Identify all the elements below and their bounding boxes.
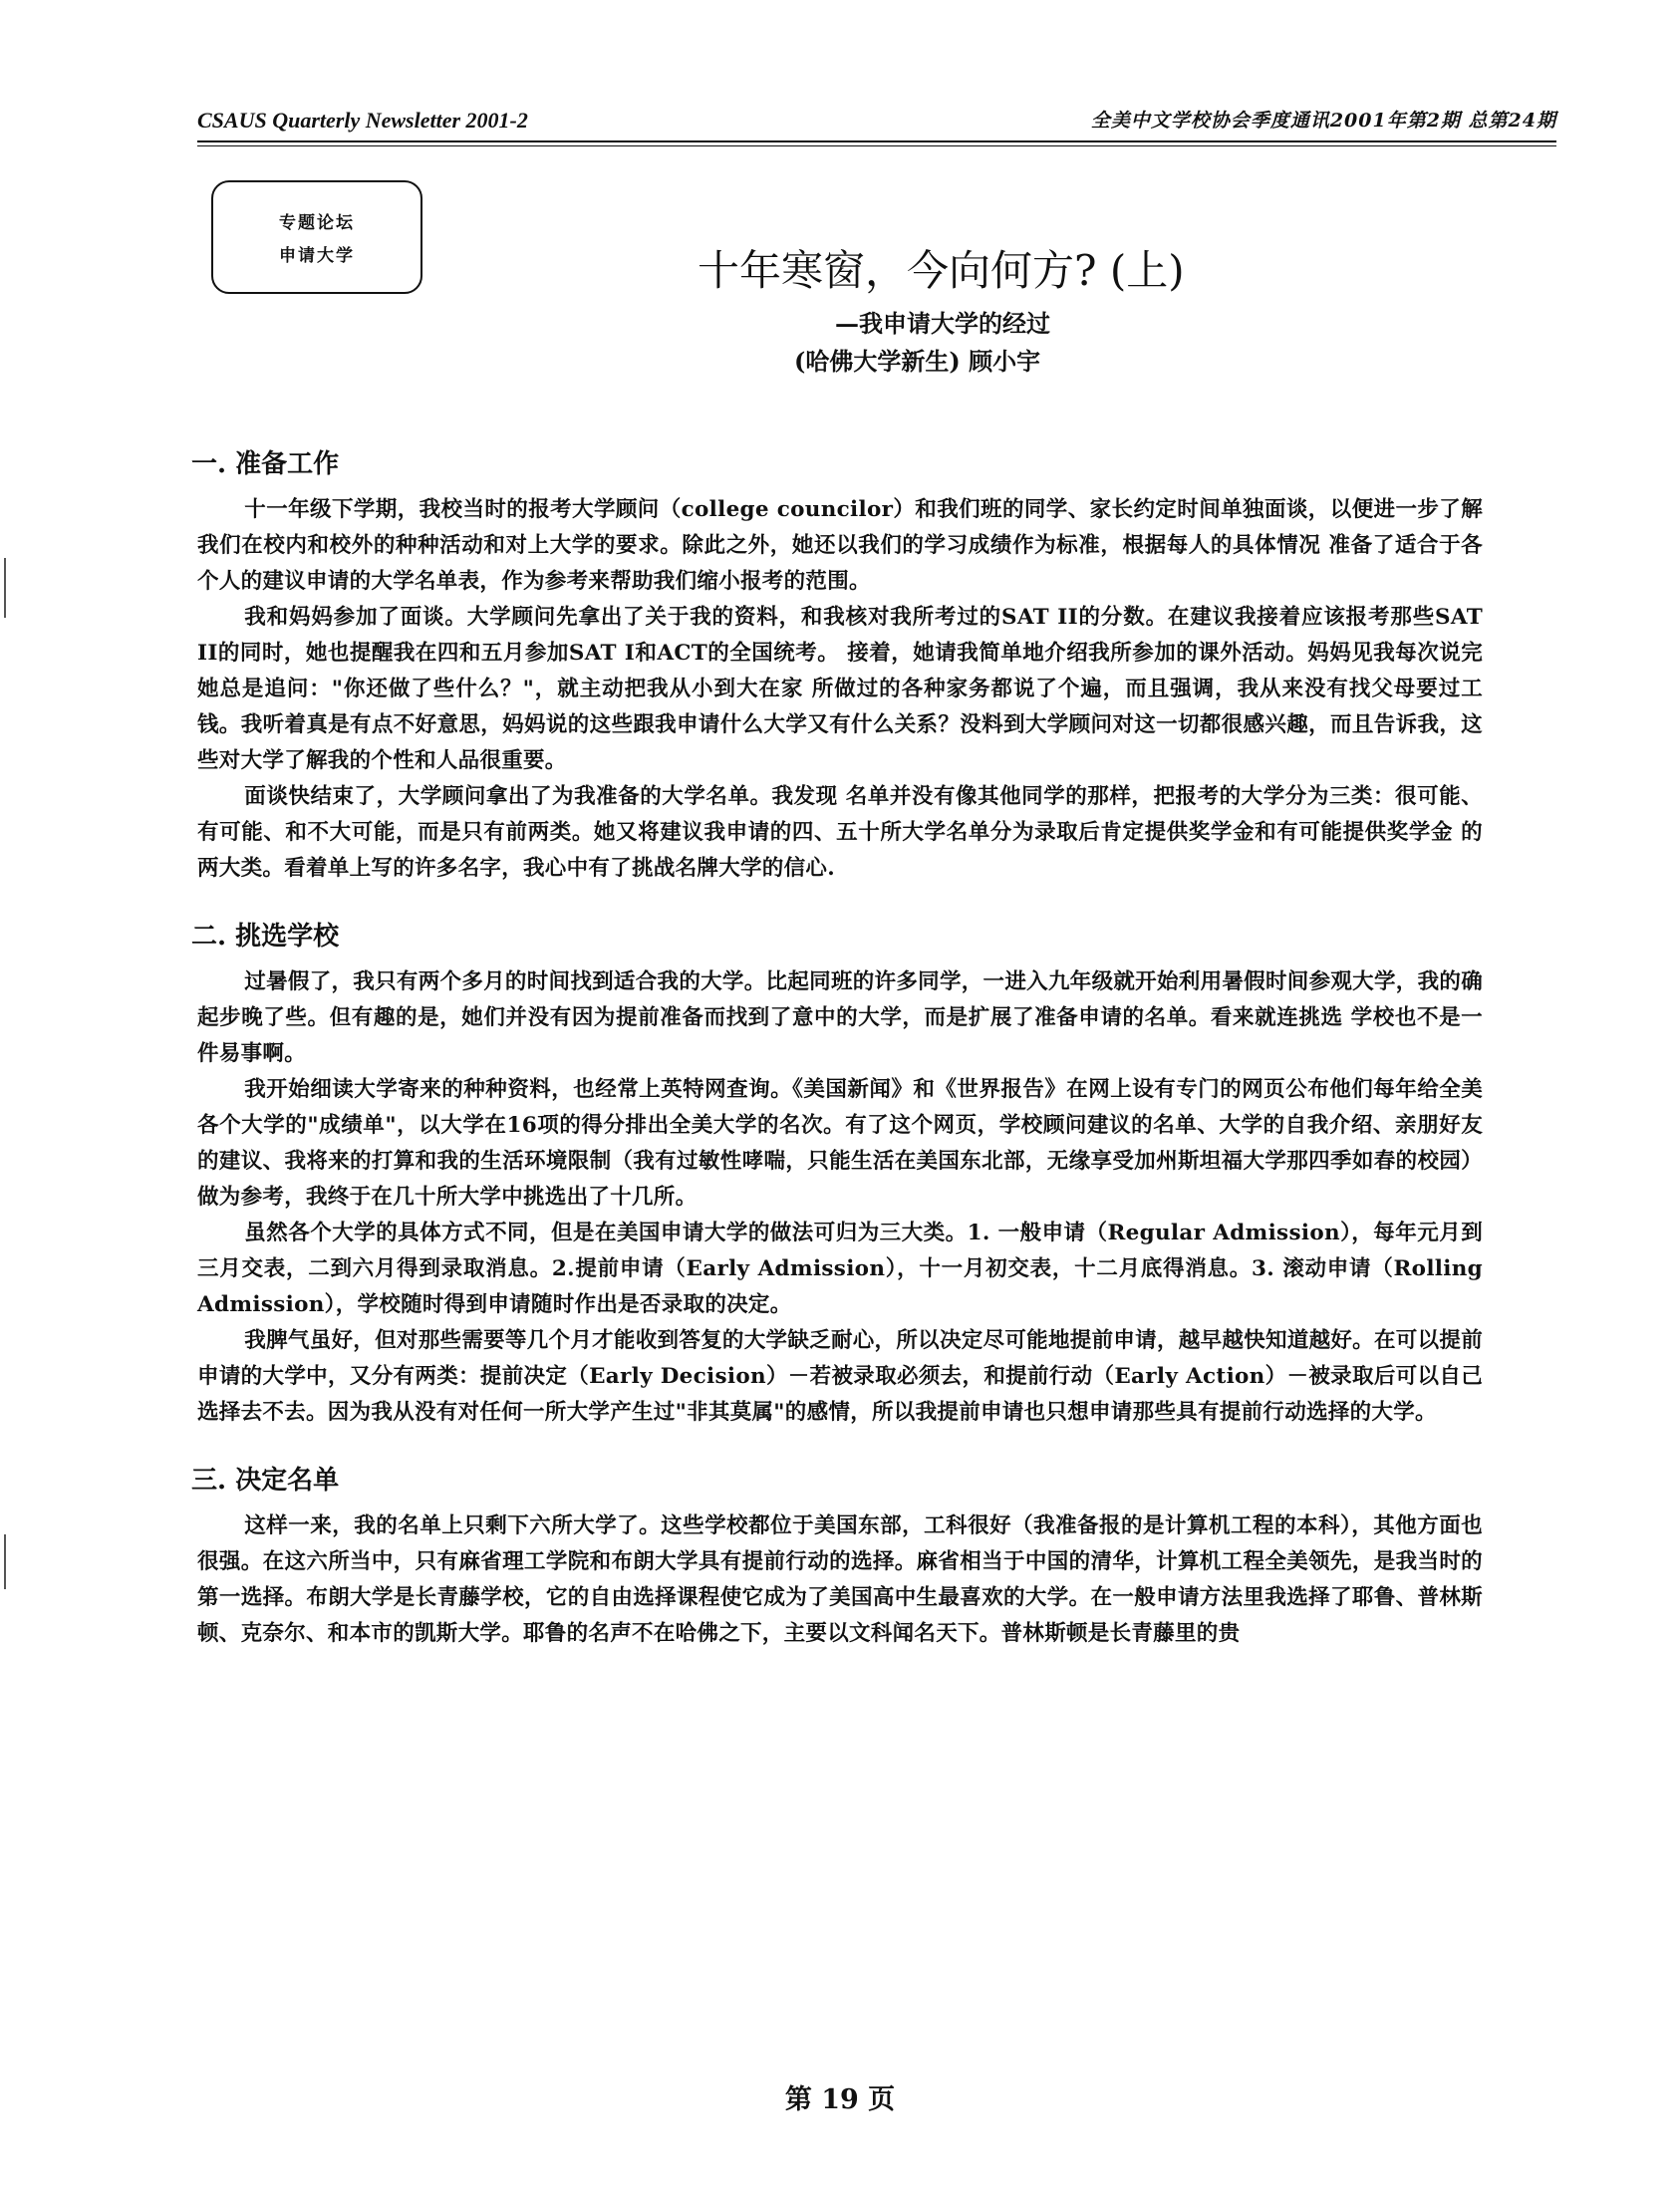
section-final-list [191, 1463, 1483, 1652]
article-byline: (哈佛大学新生) 顾小宇 [794, 347, 1041, 376]
article-title: 十年寒窗，今向何方? (上) [698, 246, 1185, 295]
paragraph: 虽然各个大学的具体方式不同，但是在美国申请大学的做法可归为三大类。1. 一般申请（Regular Admission），每年元月到三月交表，二到六月得到录取消息。2.提前申请（Early Admission），十一月初交表，十二月底得消息。3. 滚动申请（Rolling Admission），学校随时得到申请随时作出是否录取的决定。 [197, 1221, 1483, 1317]
section-preparation [191, 446, 1483, 887]
header-newsletter-en: CSAUS Quarterly Newsletter 2001-2 [197, 108, 528, 133]
page-number: 第 19 页 [784, 2084, 896, 2115]
section-heading: 二. 挑选学校 [191, 922, 340, 952]
paragraph: 我脾气虽好，但对那些需要等几个月才能收到答复的大学缺乏耐心，所以决定尽可能地提前申请，越早越快知道越好。在可以提前申请的大学中，又分有两类：提前决定（Early Decision）－若被录取必须去，和提前行动（Early Action）－被录取后可以自己选择去不去。因为我从没有对任何一所大学产生过"非其莫属"的感情，所以我提前申请也只想申请那些具有提前行动选择的大学。 [197, 1328, 1483, 1425]
section-heading: 三. 决定名单 [191, 1466, 340, 1496]
column-label-line1: 专题论坛 [279, 213, 355, 233]
article-subtitle: —我申请大学的经过 [835, 309, 1050, 338]
scan-artifact-mark [4, 1534, 6, 1589]
article-title-block [558, 241, 1385, 381]
running-header [197, 104, 1556, 137]
paragraph: 我和妈妈参加了面谈。大学顾问先拿出了关于我的资料，和我核对我所考过的SAT II的分数。在建议我接着应该报考那些SAT II的同时，她也提醒我在四和五月参加SAT I和ACT的全国统考。 接着，她请我简单地介绍我所参加的课外活动。妈妈见我每次说完她总是追问："你还做了些什么？"，就主动把我从小到大在家 所做过的各种家务都说了个遍，而且强调，我从来没有找父母要过工钱。我听着真是有点不好意思，妈妈说的这些跟我申请什么大学又有什么关系？没料到大学顾问对这一切都很感兴趣，而且告诉我，这些对大学了解我的个性和人品很重要。 [197, 605, 1483, 773]
paragraph: 十一年级下学期，我校当时的报考大学顾问（college councilor）和我们班的同学、家长约定时间单独面谈，以便进一步了解我们在校内和校外的种种活动和对上大学的要求。除此之外，她还以我们的学习成绩作为标准，根据每人的具体情况 准备了适合于各个人的建议申请的大学名单表，作为参考来帮助我们缩小报考的范围。 [197, 497, 1483, 594]
header-rule [197, 140, 1556, 146]
paragraph: 面谈快结束了，大学顾问拿出了为我准备的大学名单。我发现 名单并没有像其他同学的那样，把报考的大学分为三类：很可能、有可能、和不大可能，而是只有前两类。她又将建议我申请的四、五十所大学名单分为录取后肯定提供奖学金和有可能提供奖学金 的两大类。看着单上写的许多名字，我心中有了挑战名牌大学的信心. [197, 784, 1483, 881]
scan-artifact-mark [4, 558, 6, 618]
header-newsletter-zh: 全美中文学校协会季度通讯2001年第2期 总第24期 [1090, 110, 1556, 132]
column-label-line2: 申请大学 [279, 246, 355, 266]
paragraph: 过暑假了，我只有两个多月的时间找到适合我的大学。比起同班的许多同学，一进入九年级就开始利用暑假时间参观大学，我的确起步晚了些。但有趣的是，她们并没有因为提前准备而找到了意中的大学，而是扩展了准备申请的名单。看来就连挑选 学校也不是一件易事啊。 [197, 969, 1483, 1066]
section-heading: 一. 准备工作 [191, 449, 340, 479]
paragraph: 我开始细读大学寄来的种种资料，也经常上英特网查询。《美国新闻》和《世界报告》在网上设有专门的网页公布他们每年给全美各个大学的"成绩单"，以大学在16项的得分排出全美大学的名次。有了这个网页，学校顾问建议的名单、大学的自我介绍、亲朋好友的建议、我将来的打算和我的生活环境限制（我有过敏性哮喘，只能生活在美国东北部，无缘享受加州斯坦福大学那四季如春的校园）做为参考，我终于在几十所大学中挑选出了十几所。 [197, 1077, 1483, 1210]
section-choosing-schools [191, 919, 1483, 1431]
column-label-box [211, 180, 422, 294]
article-body [191, 446, 1483, 1684]
paragraph: 这样一来，我的名单上只剩下六所大学了。这些学校都位于美国东部，工科很好（我准备报的是计算机工程的本科），其他方面也很强。在这六所当中，只有麻省理工学院和布朗大学具有提前行动的选择。麻省相当于中国的清华，计算机工程全美领先，是我当时的第一选择。布朗大学是长青藤学校，它的自由选择课程使它成为了美国高中生最喜欢的大学。在一般申请方法里我选择了耶鲁、普林斯顿、克奈尔、和本市的凯斯大学。耶鲁的名声不在哈佛之下，主要以文科闻名天下。普林斯顿是长青藤里的贵 [197, 1513, 1483, 1646]
